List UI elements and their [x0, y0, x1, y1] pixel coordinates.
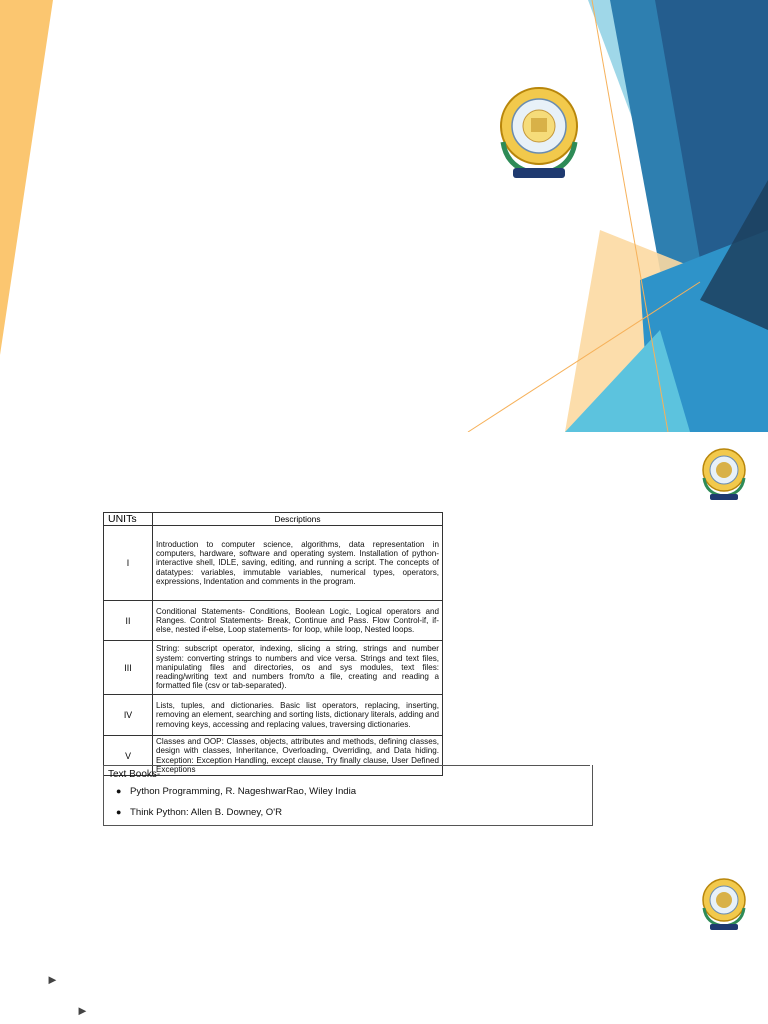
unit-number: II — [104, 601, 153, 641]
unit-description: Conditional Statements- Conditions, Boolean Logic, Logical operators and Ranges. Control Statements- Break, Continue and Pass. Flow Control-if, if-else, nested if-else, Loop statements- for loop, while loop, Nested loops. — [153, 601, 443, 641]
textbooks-title: Text Books- — [108, 769, 161, 780]
slide-decoration — [0, 0, 768, 432]
unit-description: Classes and OOP: Classes, objects, attributes and methods, defining classes, design with classes, Inheritance, Overloading, Overriding, and Data hiding. Exception: Exception Handling, except clause, Try finally clause, User Defined Exceptions — [153, 736, 443, 776]
college-emblem-small-icon — [700, 446, 748, 504]
unit-description: String: subscript operator, indexing, slicing a string, strings and number system: converting strings to numbers and vice versa. Strings and text files, manipulating files and directories, os and sys modules, text files: reading/writing text and numbers from/to a file, creating and reading a formatted file (csv or tab-separated). — [153, 641, 443, 695]
unit-number: V — [104, 736, 153, 776]
textbook-item — [116, 807, 283, 818]
bullet-icon: ● — [116, 807, 122, 817]
table-row — [104, 695, 443, 736]
syllabus-table — [103, 512, 443, 776]
header-descriptions: Descriptions — [153, 513, 443, 526]
textbook-text: Think Python: Allen B. Downey, O'R — [130, 807, 283, 818]
unit-number: IV — [104, 695, 153, 736]
bullet-arrow-icon: ► — [76, 1003, 89, 1018]
college-emblem-small-icon — [700, 876, 748, 934]
bullet-icon: ● — [116, 786, 122, 796]
table-row — [104, 526, 443, 601]
table-header-row — [104, 513, 443, 526]
college-emblem-icon — [497, 82, 581, 186]
unit-number: I — [104, 526, 153, 601]
textbook-item — [116, 786, 357, 797]
blank-content-slide — [0, 838, 768, 1024]
unit-description: Introduction to computer science, algorithms, data representation in computers, hardware, software and operating system. Installation of python- interactive shell, IDLE, saving, editing, and running a script. The concepts of datatypes: variables, immutable variables, numerical types, operators, expressions, Indentation and comments in the program. — [153, 526, 443, 601]
textbook-text: Python Programming, R. NageshwarRao, Wiley India — [130, 786, 357, 797]
header-units: UNITs — [104, 513, 153, 526]
textbooks-top-border — [104, 765, 590, 766]
table-row — [104, 601, 443, 641]
title-slide — [0, 0, 768, 432]
unit-description: Lists, tuples, and dictionaries. Basic list operators, replacing, inserting, removing an element, searching and sorting lists, dictionary literals, adding and removing keys, accessing and replacing values, traversing dictionaries. — [153, 695, 443, 736]
textbooks-box — [103, 765, 593, 826]
left-orange-band — [0, 0, 53, 355]
table-row — [104, 641, 443, 695]
bullet-arrow-icon: ► — [46, 972, 59, 987]
unit-number: III — [104, 641, 153, 695]
